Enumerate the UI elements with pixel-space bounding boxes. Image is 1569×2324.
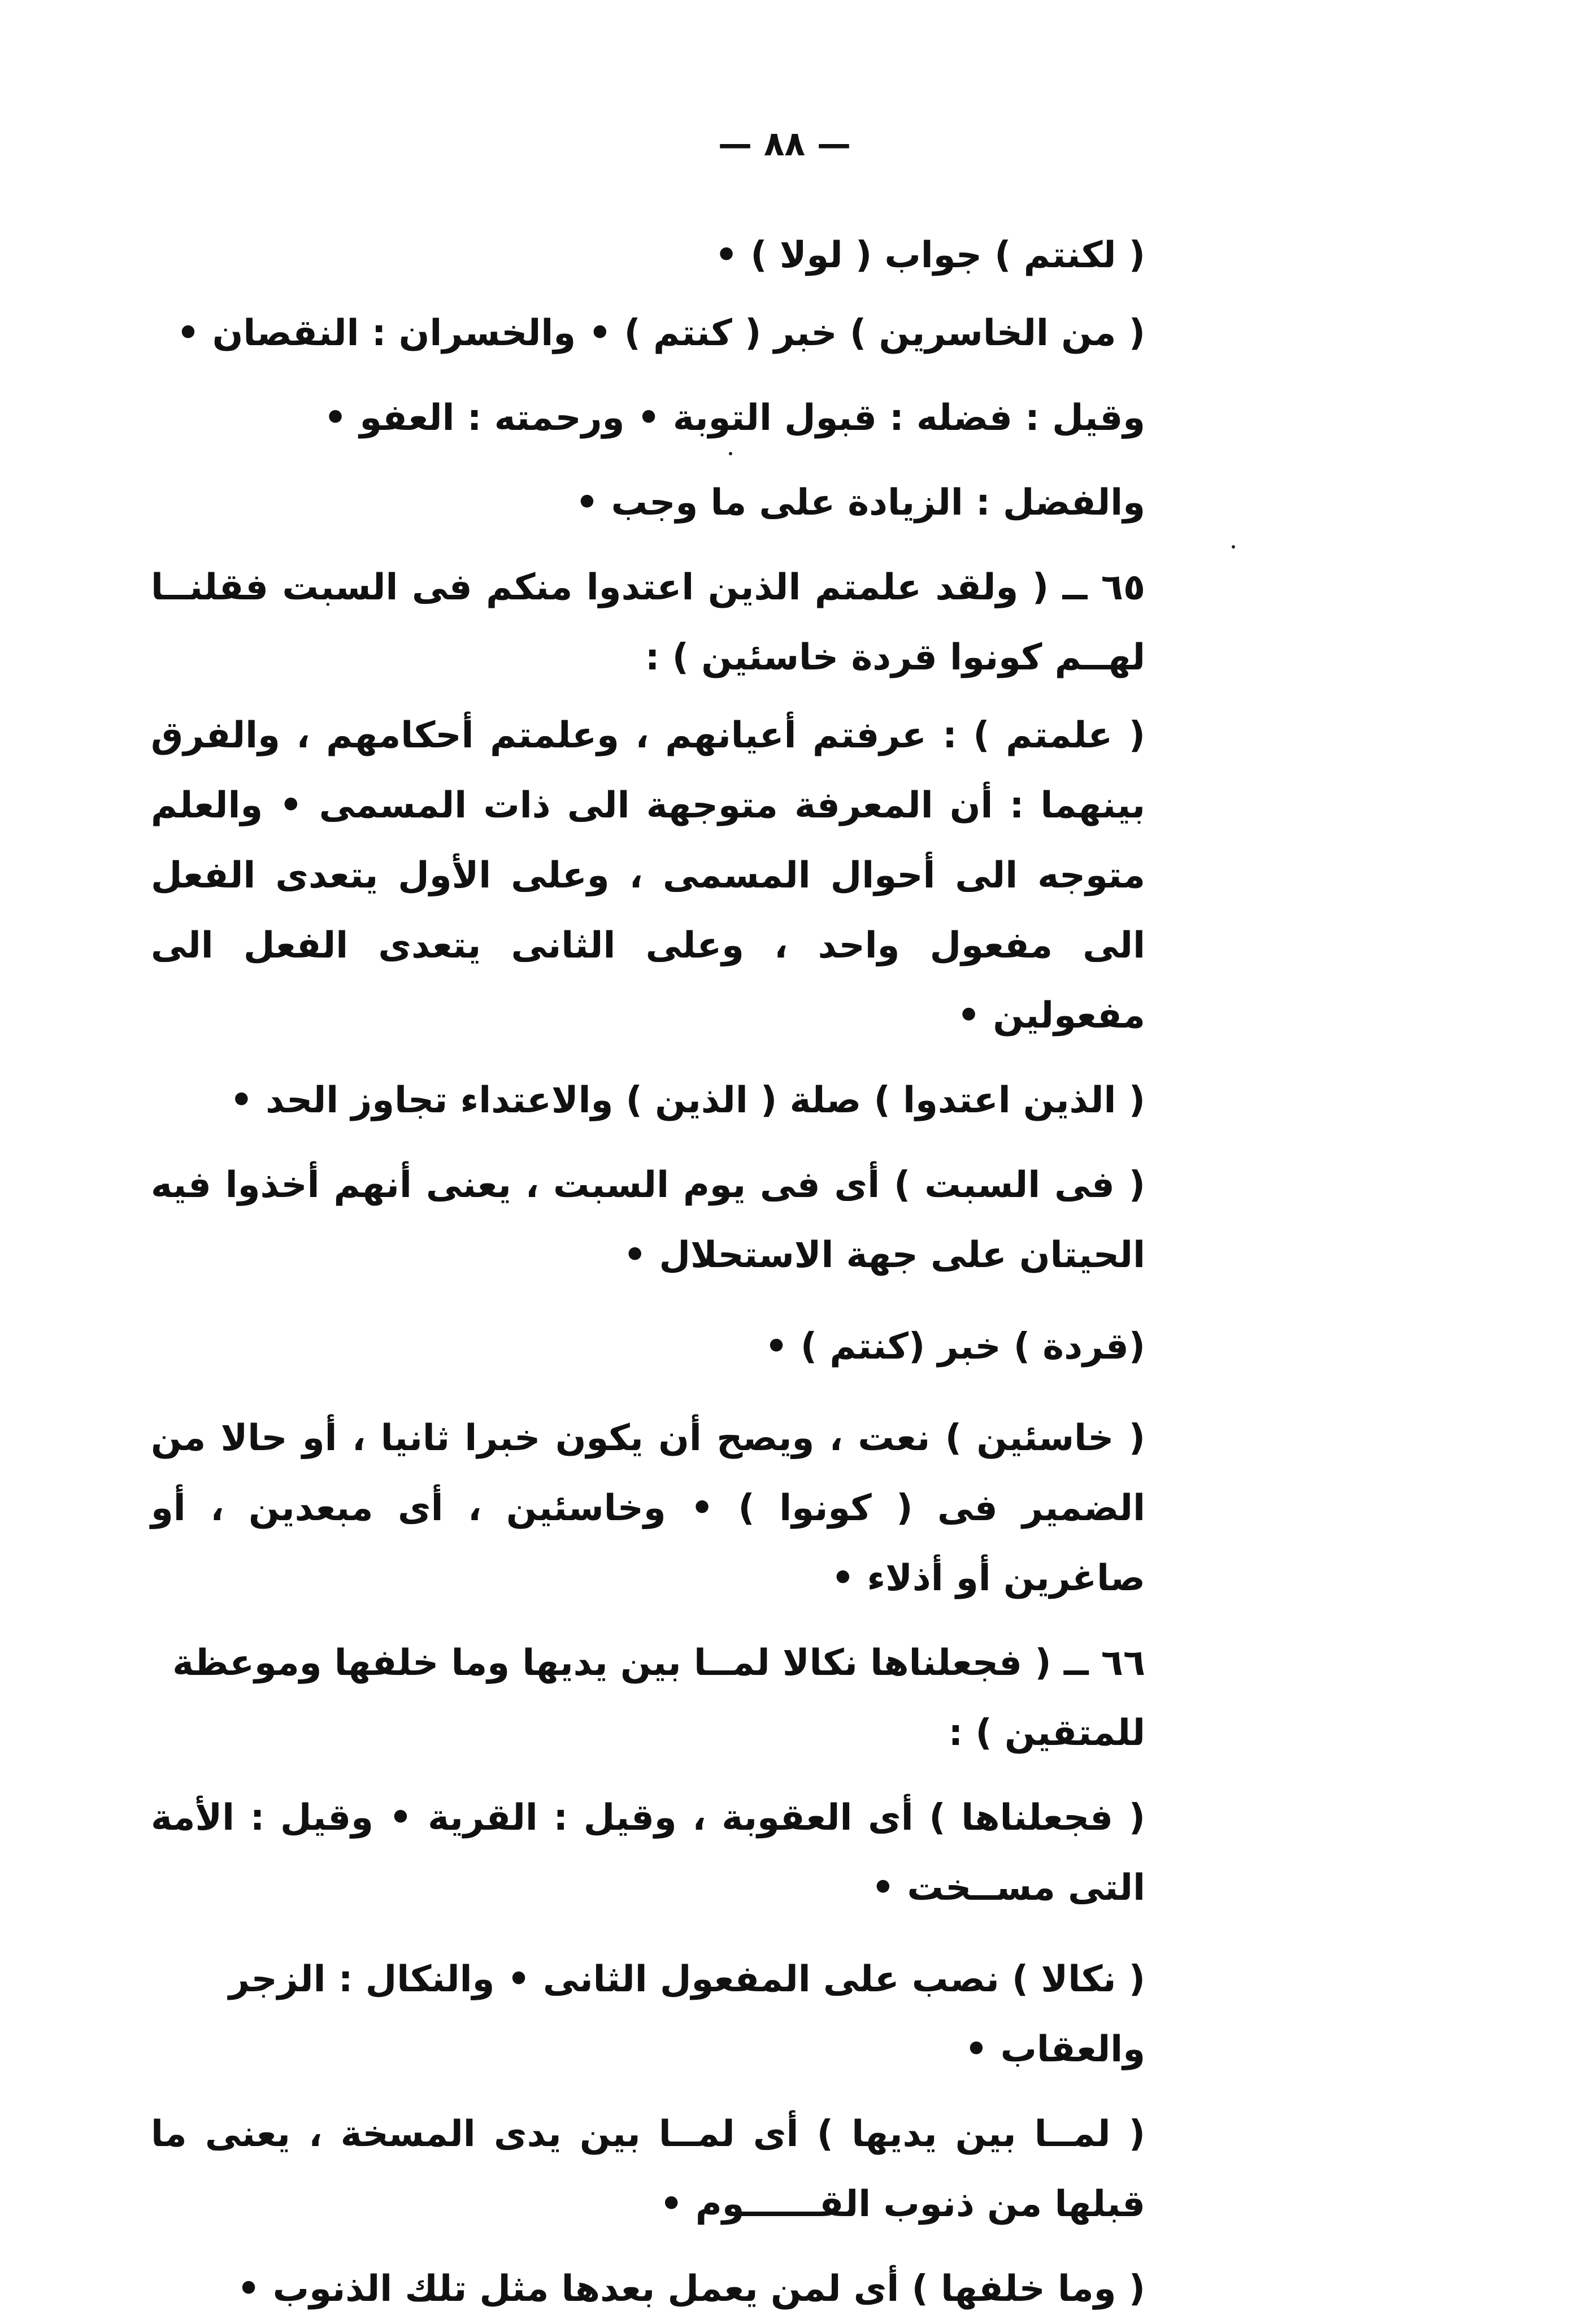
paragraph-14: ( لمــا بين يديها ) أى لمــا بين يدى المسخة ، يعنى ما قبلها من ذنوب القــــــوم • [151,2113,1145,2225]
paragraph-1: ( لكنتم ) جواب ( لولا ) • [715,234,1145,276]
paragraph-10: ( خاسئين ) نعت ، ويصح أن يكون خبرا ثانيا ، أو حالا من الضمير فى ( كونوا ) • وخاسئين ، أى مبعدين ، أو صاغرين أو أذلاء • [151,1417,1145,1599]
paragraph-7: ( الذين اعتدوا ) صلة ( الذين ) والاعتداء تجاوز الحد • [229,1080,1145,1121]
paragraph-5: ٦٥ ــ ( ولقد علمتم الذين اعتدوا منكم فى السبت فقلنــا لهــم كونوا قردة خاسئين ) : [151,567,1145,678]
body-text [151,220,1224,2324]
paragraph-11: ٦٦ ــ ( فجعلناها نكالا لمــا بين يديها وما خلفها وموعظة للمتقين ) : [172,1642,1145,1754]
paragraph-12: ( فجعلناها ) أى العقوبة ، وقيل : القرية • وقيل : الأمة التى مســخت • [151,1797,1145,1909]
paragraph-2: ( من الخاسرين ) خبر ( كنتم ) • والخسران : النقصان • [176,312,1145,354]
scan-speck [1232,545,1235,549]
paragraph-8: ( فى السبت ) أى فى يوم السبت ، يعنى أنهم أخذوا فيه الحيتان على جهة الاستحلال • [151,1164,1145,1276]
page-number: — ٨٨ — [718,124,851,164]
paragraph-4: والفضل : الزيادة على ما وجب • [575,482,1145,524]
paragraph-9: (قردة ) خبر (كنتم ) • [764,1326,1145,1368]
paragraph-3: وقيل : فضله : قبول التوبة • ورحمته : العفو • [324,397,1145,439]
paragraph-6: ( علمتم ) : عرفتم أعيانهم ، وعلمتم أحكامهم ، والفرق بينهما : أن المعرفة متوجهة الى ذات المسمى • والعلم متوجه الى أحوال المسمى ، وعلى الأول يتعدى الفعل الى مفعول واحد ، وعلى الثانى يتعدى الفعل الى مفعولين • [151,715,1145,1037]
paragraph-13: ( نكالا ) نصب على المفعول الثانى • والنكال : الزجر والعقاب • [228,1959,1145,2070]
paragraph-15: ( وما خلفها ) أى لمن يعمل بعدها مثل تلك الذنوب • [237,2268,1145,2310]
scan-speck [729,452,732,455]
